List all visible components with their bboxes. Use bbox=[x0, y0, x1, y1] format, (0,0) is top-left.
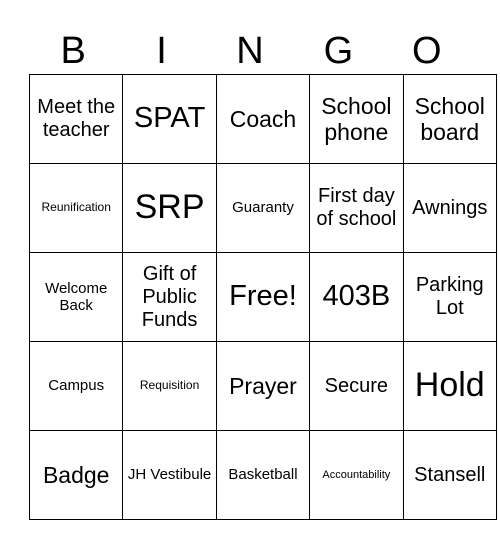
bingo-cell[interactable]: Meet the teacher bbox=[30, 75, 123, 164]
bingo-cell[interactable]: SRP bbox=[123, 164, 216, 253]
bingo-cell[interactable]: Basketball bbox=[216, 431, 309, 520]
bingo-cell[interactable]: Hold bbox=[403, 342, 496, 431]
bingo-cell[interactable]: SPAT bbox=[123, 75, 216, 164]
bingo-cell[interactable]: JH Vestibule bbox=[123, 431, 216, 520]
bingo-cell[interactable]: Accountability bbox=[310, 431, 403, 520]
bingo-cell[interactable]: Requisition bbox=[123, 342, 216, 431]
board-row bbox=[30, 75, 497, 164]
bingo-cell[interactable]: Guaranty bbox=[216, 164, 309, 253]
bingo-cell[interactable]: Reunification bbox=[30, 164, 123, 253]
header-letter-b: B bbox=[60, 30, 86, 72]
bingo-cell[interactable]: Coach bbox=[216, 75, 309, 164]
bingo-cell[interactable]: Free! bbox=[216, 253, 309, 342]
bingo-cell[interactable]: Campus bbox=[30, 342, 123, 431]
bingo-cell[interactable]: Parking Lot bbox=[403, 253, 496, 342]
bingo-cell[interactable]: Welcome Back bbox=[30, 253, 123, 342]
bingo-cell[interactable]: 403B bbox=[310, 253, 403, 342]
bingo-header bbox=[29, 28, 471, 74]
header-letter-o: O bbox=[412, 30, 442, 72]
bingo-cell[interactable]: Prayer bbox=[216, 342, 309, 431]
bingo-cell[interactable]: Badge bbox=[30, 431, 123, 520]
board-row bbox=[30, 253, 497, 342]
bingo-cell[interactable]: Awnings bbox=[403, 164, 496, 253]
board-row bbox=[30, 431, 497, 520]
board-row bbox=[30, 164, 497, 253]
board-row bbox=[30, 342, 497, 431]
bingo-cell[interactable]: Gift of Public Funds bbox=[123, 253, 216, 342]
bingo-cell[interactable]: School board bbox=[403, 75, 496, 164]
bingo-cell[interactable]: Secure bbox=[310, 342, 403, 431]
bingo-cell[interactable]: Stansell bbox=[403, 431, 496, 520]
header-letter-g: G bbox=[323, 30, 354, 72]
header-letter-i: I bbox=[156, 30, 167, 72]
bingo-board bbox=[29, 74, 497, 520]
header-letter-n: N bbox=[236, 30, 264, 72]
bingo-cell[interactable]: School phone bbox=[310, 75, 403, 164]
bingo-cell[interactable]: First day of school bbox=[310, 164, 403, 253]
